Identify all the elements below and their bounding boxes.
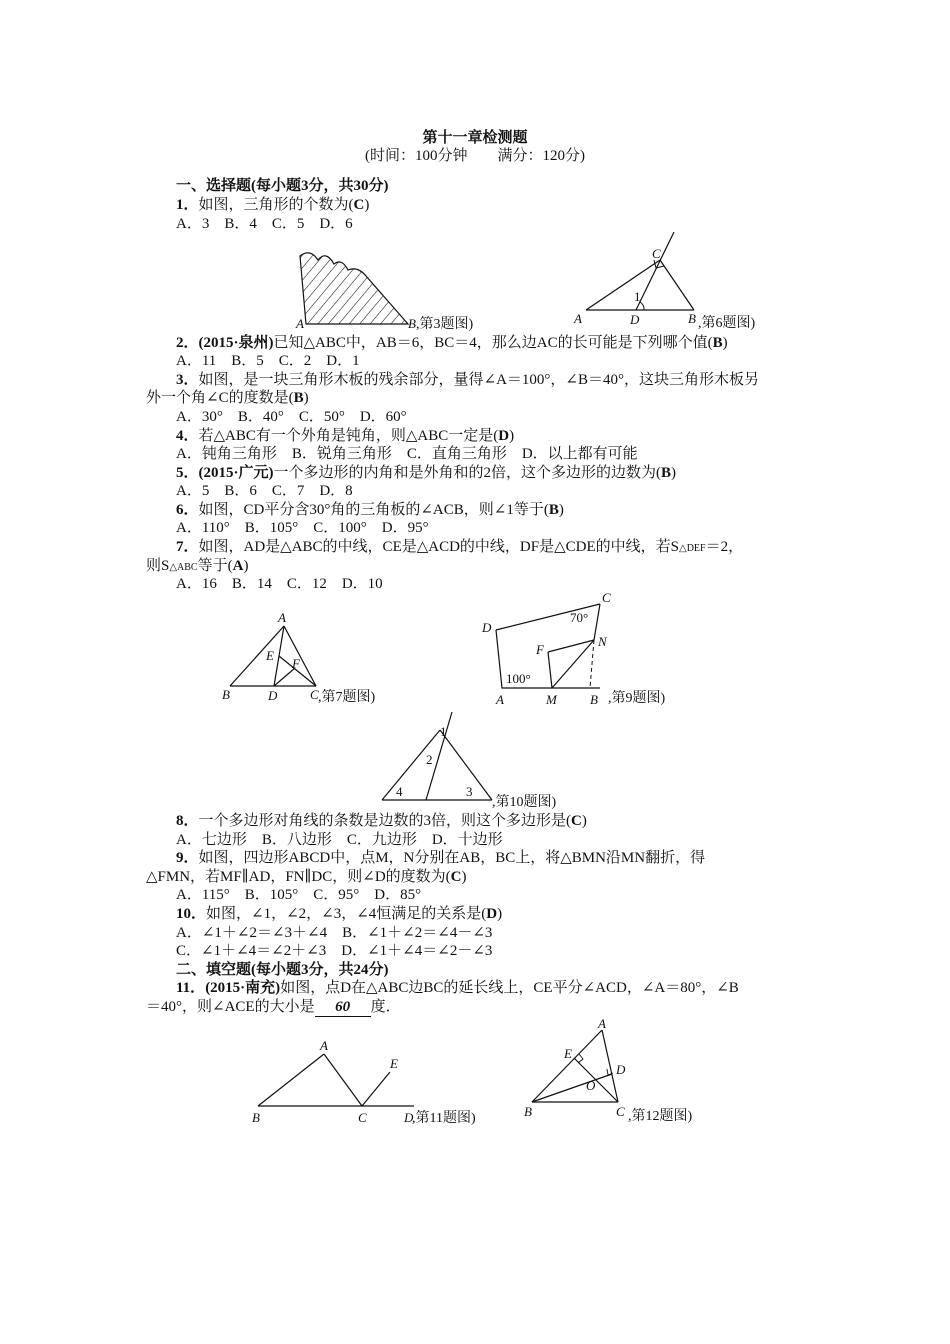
section-heading-choice: 一、选择题(每小题3分，共30分)	[176, 178, 389, 194]
fig9-angle-c: 70°	[570, 610, 589, 625]
fig7-label-b: B	[222, 687, 230, 702]
fig12-label-a: A	[598, 1016, 606, 1031]
options-10-row2: C．∠1＋∠4＝∠2＋∠3 D．∠1＋∠4＝∠2－∠3	[176, 943, 493, 959]
fig10-label-1: 1	[440, 724, 447, 739]
fig10-label-4: 4	[396, 784, 403, 799]
fig7-caption: ,第7题图)	[318, 690, 376, 705]
fig9-label-m: M	[546, 692, 557, 707]
question-1: 1．如图，三角形的个数为(C)	[176, 197, 370, 213]
answer-8: C	[571, 813, 582, 829]
fig6-label-d: D	[630, 312, 640, 327]
fig11-caption: ,第11题图)	[412, 1111, 476, 1126]
fig12-label-e: E	[564, 1046, 572, 1061]
options-2: A．11 B．5 C．2 D．1	[176, 353, 360, 369]
figure-10	[376, 706, 596, 810]
fig7-label-a: A	[278, 610, 286, 625]
fig11-label-a: A	[320, 1038, 328, 1053]
answer-5: B	[661, 465, 672, 481]
fig12-label-o: O	[586, 1078, 596, 1093]
fig11-label-d: D	[404, 1110, 414, 1125]
fig10-label-3: 3	[466, 784, 473, 799]
fig12-label-b: B	[524, 1104, 532, 1119]
fig6-label-c: C	[652, 246, 661, 261]
figure-12	[522, 1016, 752, 1132]
fig3-caption: ,第3题图)	[416, 317, 474, 332]
options-4: A．钝角三角形 B．锐角三角形 C．直角三角形 D．以上都有可能	[176, 446, 638, 462]
fig7-label-f: F	[292, 656, 300, 671]
question-4: 4．若△ABC有一个外角是钝角，则△ABC一定是(D)	[176, 428, 515, 444]
answer-2: B	[712, 335, 723, 351]
fig12-label-d: D	[616, 1062, 626, 1077]
options-1: A．3 B．4 C．5 D．6	[176, 216, 353, 232]
fig9-label-b: B	[590, 692, 598, 707]
question-3-cont: 外一个角∠C的度数是(B)	[146, 390, 309, 406]
options-3: A．30° B．40° C．50° D．60°	[176, 409, 407, 425]
figure-9	[478, 588, 718, 710]
fig9-caption: ,第9题图)	[608, 691, 666, 706]
fig3-label-a: A	[296, 316, 304, 331]
options-8: A．七边形 B．八边形 C．九边形 D．十边形	[176, 832, 503, 848]
fig9-label-c: C	[602, 590, 611, 605]
fig6-label-b: B	[688, 311, 696, 326]
fig7-label-d: D	[268, 688, 278, 703]
figure-7	[220, 610, 410, 710]
fig10-label-2: 2	[426, 752, 433, 767]
answer-10: D	[486, 906, 498, 922]
question-11-cont: ＝40°，则∠ACE的大小是 60 度．	[146, 999, 401, 1015]
answer-9: C	[450, 869, 462, 885]
figure-6	[574, 228, 784, 336]
answer-1: C	[353, 197, 365, 213]
question-9: 9．如图，四边形ABCD中，点M，N分别在AB，BC上，将△BMN沿MN翻折，得	[176, 850, 706, 866]
question-7: 7．如图，AD是△ABC的中线，CE是△ACD的中线，DF是△CDE的中线，若S△DEF＝2，	[176, 539, 744, 555]
fig11-label-c: C	[358, 1110, 367, 1125]
question-7-cont: 则S△ABC等于(A)	[146, 558, 249, 574]
fig6-caption: ,第6题图)	[698, 316, 756, 331]
fig3-label-b: B	[408, 316, 416, 331]
fig9-label-d: D	[482, 620, 492, 635]
fig10-caption: ,第10题图)	[492, 795, 557, 810]
options-9: A．115° B．105° C．95° D．85°	[176, 887, 422, 903]
figure-3	[296, 250, 506, 335]
fig6-label-a: A	[574, 311, 582, 326]
question-5: 5．(2015·广元)一个多边形的内角和是外角和的2倍，这个多边形的边数为(B)	[176, 465, 677, 481]
wood-board-shape	[300, 253, 408, 324]
fig12-label-c: C	[616, 1104, 625, 1119]
answer-7: A	[232, 558, 244, 574]
fig9-label-n: N	[598, 634, 607, 649]
fig12-caption: ,第12题图)	[628, 1109, 693, 1124]
question-9-cont: △FMN，若MF∥AD，FN∥DC，则∠D的度数为(C)	[146, 869, 467, 885]
options-5: A．5 B．6 C．7 D．8	[176, 483, 353, 499]
answer-3: B	[293, 390, 304, 406]
fig11-label-e: E	[390, 1056, 398, 1071]
options-10-row1: A．∠1＋∠2＝∠3＋∠4 B．∠1＋∠2＝∠4－∠3	[176, 925, 493, 941]
figure-11	[248, 1040, 508, 1130]
question-8: 8．一个多边形对角线的条数是边数的3倍，则这个多边形是(C)	[176, 813, 587, 829]
question-3: 3．如图，是一块三角形木板的残余部分，量得∠A＝100°，∠B＝40°，这块三角形木板另	[176, 372, 759, 388]
page-title: 第十一章检测题	[422, 130, 528, 146]
page-subtitle: (时间：100分钟 满分：120分)	[365, 148, 585, 164]
question-11: 11．(2015·南充)如图，点D在△ABC边BC的延长线上，CE平分∠ACD，∠A＝80°，∠B	[176, 980, 739, 996]
fig7-label-e: E	[266, 648, 274, 663]
answer-4: D	[498, 428, 510, 444]
fig6-label-1: 1	[634, 289, 641, 304]
fig7-label-c: C	[310, 687, 319, 702]
section-heading-fill: 二、填空题(每小题3分，共24分)	[176, 962, 389, 978]
options-6: A．110° B．105° C．100° D．95°	[176, 520, 429, 536]
question-10: 10．如图，∠1，∠2，∠3，∠4恒满足的关系是(D)	[176, 906, 503, 922]
options-7: A．16 B．14 C．12 D．10	[176, 576, 383, 592]
question-6: 6．如图，CD平分含30°角的三角板的∠ACB，则∠1等于(B)	[176, 502, 564, 518]
fig11-label-b: B	[252, 1110, 260, 1125]
answer-6: B	[548, 502, 559, 518]
fig9-angle-a: 100°	[506, 671, 531, 686]
fig9-label-a: A	[496, 692, 504, 707]
answer-11: 60	[315, 998, 371, 1017]
fig9-label-f: F	[536, 642, 544, 657]
question-2: 2．(2015·泉州)已知△ABC中，AB＝6，BC＝4，那么边AC的长可能是下列哪个值(B)	[176, 335, 728, 351]
